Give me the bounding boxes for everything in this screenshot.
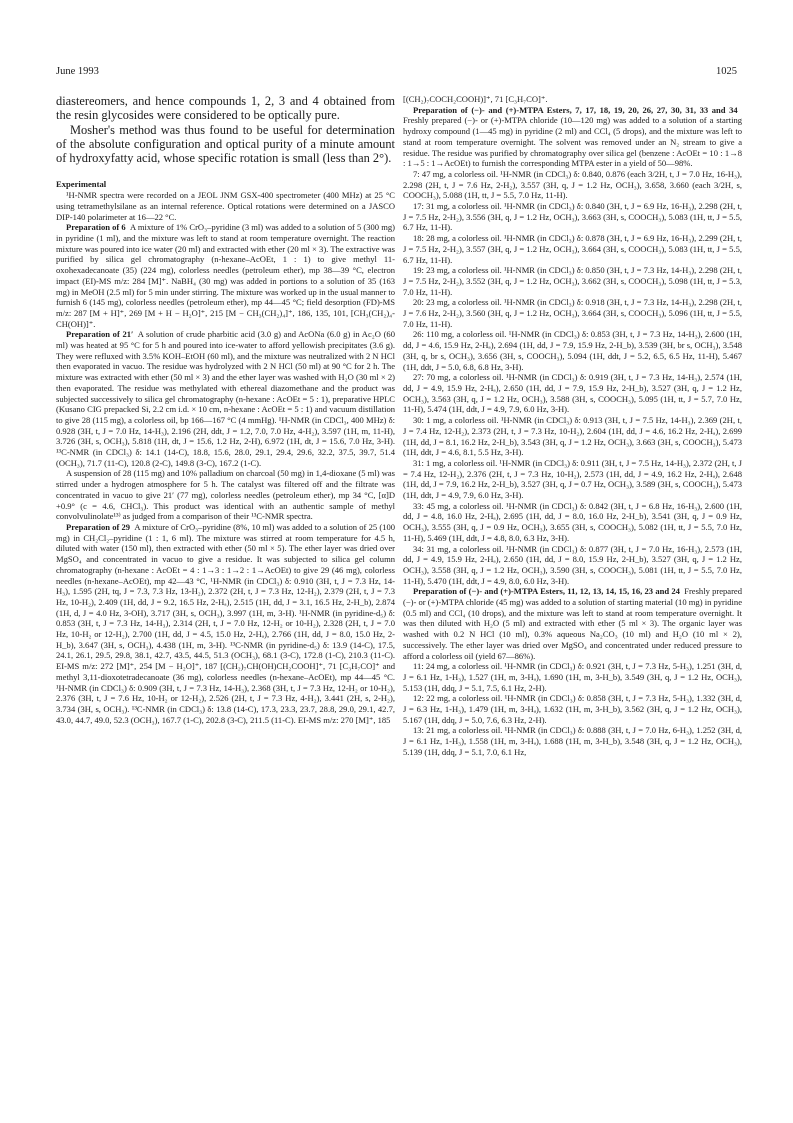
paragraph-text: 30: 1 mg, a colorless oil. ¹H-NMR (in CDCl₃) δ: 0.913 (3H, t, J = 7.5 Hz, 14-H₃), 2.369 (2H, t, J = 7.4 Hz, 12-H₂), 2.373 (2H, t, J = 7.3 Hz, 10-H₂), 2.604 (1H, dd, J = 4.6, 16.2 Hz, 2-Hₐ), 2.699 (1H, dd, J = 8.1, 16.2 Hz, 2-H_b), 3.543 (3H, q, J = 1.2 Hz, OCH₃), 3.663 (3H, s, COOCH₃), 5.473 (1H, ddt, J = 4.6, 8.1, 5.5 Hz, 3-H).	[403, 415, 742, 458]
paragraph	[56, 329, 395, 468]
paragraph-text: 7: 47 mg, a colorless oil. ¹H-NMR (in CDCl₃) δ: 0.840, 0.876 (each 3/2H, t, J = 7.0 Hz, 16-H₃), 2.298 (2H, t, J = 7.6 Hz, 2-H₂), 3.557 (3H, q, J = 1.2 Hz, OCH₃), 3.658, 3.660 (each 3/2H, s, COOCH₃), 5.088 (1H, tt, J = 5.5, 7.0 Hz, 11-H).	[403, 168, 742, 201]
section-heading: Experimental	[56, 179, 107, 190]
paragraph-text: 34: 31 mg, a colorless oil. ¹H-NMR (in CDCl₃) δ: 0.877 (3H, t, J = 7.0 Hz, 16-H₃), 2.573 (1H, dd, J = 4.9, 15.9 Hz, 2-Hₐ), 2.650 (1H, dd, J = 8.0, 15.9 Hz, 2-H_b), 3.527 (3H, q, J = 1.2 Hz, OCH₃), 3.558 (3H, q, J = 1.2 Hz, OCH₃), 3.590 (3H, s, COOCH₃), 5.081 (1H, tt, J = 5.5, 7.0 Hz, 11-H), 5.470 (1H, ddt, J = 4.9, 8.0, 6.0 Hz, 3-H).	[403, 543, 742, 586]
paragraph-text: 26: 110 mg, a colorless oil. ¹H-NMR (in CDCl₃) δ: 0.853 (3H, t, J = 7.3 Hz, 14-H₃), 2.600 (1H, dd, J = 4.6, 15.9 Hz, 2-Hₐ), 2.694 (1H, dd, J = 7.9, 15.9 Hz, 2-H_b), 3.539 (3H, br s, OCH₃), 3.548 (3H, q, br s, OCH₃), 3.656 (3H, s, COOCH₃), 5.094 (1H, ddt, J = 5.2, 6.5, 6.5 Hz, 11-H), 5.467 (1H, ddt, J = 5.0, 6.8, 6.8 Hz, 3-H).	[403, 329, 742, 372]
paragraph-text: Mosher's method was thus found to be useful for determination of the absolute configuration and optical purity of a minute amount of hydroxyfatty acid, whose specific rotation is small (less than 2°).	[56, 122, 395, 166]
paragraph-text: Freshly prepared (−)- or (+)-MTPA chloride (10—120 mg) was added to a solution of a starting hydroxy compound (1—45 mg) in pyridine (2 ml) and CCl₄ (5 drops), and the mixture was left to stand at room temperature overnight. The solvent was removed under an N₂ stream to give a residue. The residue was purified by chromatography over silica gel (benzene : AcOEt = 10 : 1→8 : 1→5 : 1→AcOEt) to furnish the corresponding MTPA ester in a yield of 50—98%.	[403, 115, 742, 169]
paragraph-lead: Preparation of 21′	[66, 329, 134, 340]
paragraph-lead: Preparation of 29	[66, 521, 131, 532]
paragraph-text: 13: 21 mg, a colorless oil. ¹H-NMR (in CDCl₃) δ: 0.888 (3H, t, J = 7.0 Hz, 6-H₃), 1.252 (3H, d, J = 6.1 Hz, 1-H₃), 1.558 (1H, m, 3-Hₐ), 1.688 (1H, m, 3-H_b), 3.548 (3H, q, J = 1.2 Hz, OCH₃), 5.139 (1H, ddq, J = 5.1, 7.0, 6.1 Hz,	[403, 725, 742, 757]
paragraph	[403, 265, 742, 297]
paragraph	[403, 372, 742, 415]
running-header-date: June 1993	[56, 66, 99, 77]
paragraph	[403, 544, 742, 587]
paragraph-lead: Preparation of (−)- and (+)-MTPA Esters, 11, 12, 13, 14, 15, 16, 23 and 24	[413, 586, 680, 597]
paragraph-text: diastereomers, and hence compounds 1, 2, 3 and 4 obtained from the resin glycosides were considered to be optically pure.	[56, 94, 395, 123]
paragraph	[56, 522, 395, 725]
paragraph-text: 33: 45 mg, a colorless oil. ¹H-NMR (in CDCl₃) δ: 0.842 (3H, t, J = 6.8 Hz, 16-H₃), 2.600 (1H, dd, J = 4.8, 16.0 Hz, 2-Hₐ), 2.695 (1H, dd, J = 8.0, 16.0 Hz, 2-H_b), 3.541 (3H, q, J = 0.9 Hz, OCH₃), 3.555 (3H, q, J = 0.9 Hz, OCH₃), 3.655 (3H, s, COOCH₃), 5.082 (1H, tt, J = 5.5, 7.0 Hz, 11-H), 5.469 (1H, ddt, J = 4.8, 8.0, 6.3 Hz, 3-H).	[403, 500, 742, 543]
paragraph-text: A mixture of 1% CrO₃–pyridine (3 ml) was added to a solution of 5 (300 mg) in pyridine (1 ml), and the mixture was left to stand at room temperature overnight. The reaction mixture was poured into ice water (20 ml) and extracted with ether (20 ml × 3). The extractive was purified by silica gel chromatography (n-hexane–AcOEt, 1 : 1) to give methyl 11-oxohexadecanoate (35) (224 mg), colorless needles (petroleum ether), mp 38—39 °C, electron impact (EI)-MS m/z: 284 [M]⁺. NaBH₄ (30 mg) was added in portions to a solution of 35 (163 mg) in MeOH (2.5 ml) for 5 min under stirring. The mixture was worked up in the usual manner to furnish 6 (145 mg), colorless needles (petroleum ether), mp 44—45 °C; field desorption (FD)-MS m/z: 287 [M + H]⁺, 269 [M + H − H₂O]⁺, 215 [M − CH₃(CH₂)₄]⁺, 186, 135, 101, [CH₃(CH₂)₄-CH(OH)]⁺.	[56, 222, 395, 329]
paragraph	[403, 458, 742, 501]
paragraph-lead: Preparation of (−)- and (+)-MTPA Esters, 7, 17, 18, 19, 20, 26, 27, 30, 31, 33 and 34	[413, 104, 738, 115]
paragraph-text: 27: 70 mg, a colorless oil. ¹H-NMR (in CDCl₃) δ: 0.919 (3H, t, J = 7.3 Hz, 14-H₃), 2.574 (1H, dd, J = 4.9, 15.9 Hz, 2-Hₐ), 2.650 (1H, dd, J = 7.9, 15.9 Hz, 2-H_b), 3.527 (3H, q, J = 1.2 Hz, OCH₃), 3.563 (3H, q, J = 1.2 Hz, OCH₃), 3.588 (3H, s, COOCH₃), 5.095 (1H, tt, J = 5.7, 7.0 Hz, 11-H), 5.474 (1H, ddt, J = 4.9, 7.9, 6.0 Hz, 3-H).	[403, 372, 742, 415]
paragraph	[403, 105, 742, 169]
paragraph-text: 19: 23 mg, a colorless oil. ¹H-NMR (in CDCl₃) δ: 0.850 (3H, t, J = 7.3 Hz, 14-H₃), 2.298 (2H, t, J = 7.5 Hz, 2-H₂), 3.552 (3H, q, J = 1.2 Hz, OCH₃), 3.662 (3H, s, COOCH₃), 5.098 (1H, tt, J = 5.3, 7.0 Hz, 11-H).	[403, 265, 742, 297]
paragraph	[403, 415, 742, 458]
paragraph	[403, 501, 742, 544]
paragraph-text: 12: 22 mg, a colorless oil. ¹H-NMR (in CDCl₃) δ: 0.858 (3H, t, J = 7.3 Hz, 5-H₃), 1.332 (3H, d, J = 6.3 Hz, 1-H₃), 1.479 (1H, m, 3-Hₐ), 1.632 (1H, m, 3-H_b), 3.562 (3H, q, J = 1.2 Hz, OCH₃), 5.167 (1H, ddq, J = 5.0, 7.6, 6.3 Hz, 2-H).	[403, 693, 742, 725]
left-column	[56, 94, 395, 725]
paragraph-text: Freshly prepared (−)- or (+)-MTPA chloride (45 mg) was added to a solution of starting material (10 mg) in pyridine (0.5 ml) and CCl₄ (10 drops), and the mixture was left to stand at room temperature overnight. It was then diluted with H₂O (5 ml) and extracted with ether (5 ml × 3). The organic layer was washed with 0.2 N HCl (10 ml), 0.3% aqueous Na₂CO₃ (10 ml) and H₂O (10 ml × 2), successively. The ether layer was dried over MgSO₄ and concentrated under reduced pressure to afford a colorless oil (yield 67—86%).	[403, 586, 743, 661]
paragraph-text: 11: 24 mg, a colorless oil. ¹H-NMR (in CDCl₃) δ: 0.921 (3H, t, J = 7.3 Hz, 5-H₃), 1.251 (3H, d, J = 6.1 Hz, 1-H₃), 1.527 (1H, m, 3-Hₐ), 1.690 (1H, m, 3-H_b), 3.549 (3H, q, J = 1.2 Hz, OCH₃), 5.153 (1H, ddq, J = 5.1, 7.5, 6.1 Hz, 2-H).	[403, 661, 742, 693]
paragraph	[56, 190, 395, 222]
paragraph-text: 18: 28 mg, a colorless oil. ¹H-NMR (in CDCl₃) δ: 0.878 (3H, t, J = 6.9 Hz, 16-H₃), 2.299 (2H, t, J = 7.5 Hz, 2-H₂), 3.557 (3H, q, J = 1.2 Hz, OCH₃), 3.664 (3H, s, COOCH₃), 5.083 (1H, tt, J = 5.5, 6.7 Hz, 11-H).	[403, 233, 742, 265]
paragraph-text: ¹H-NMR spectra were recorded on a JEOL JNM GSX-400 spectrometer (400 MHz) at 25 °C using tetramethylsilane as an internal reference. Optical rotations were determined on a JASCO DIP-140 polarimeter at 16—22 °C.	[56, 190, 395, 222]
paragraph	[403, 233, 742, 265]
paragraph-lead: Preparation of 6	[66, 222, 126, 233]
paragraph-text: A solution of crude pharbitic acid (3.0 g) and AcONa (6.0 g) in Ac₂O (60 ml) was heated at 95 °C for 5 h and poured into ice-water to afford yellowish precipitates (3.6 g). They were refluxed with 3.5% KOH–EtOH (60 ml), and the mixture was neutralized with 2 N HCl then evaporated in vacuo. The residue was hydrolyzed with 2 N HCl (50 ml) at 90 °C for 2 h. The mixture was extracted with ether (50 ml × 3) and the ether layer was washed with H₂O (30 ml × 2) then evaporated. The residue was methylated with ethereal diazomethane and the product was subjected successively to silica gel chromatography (n-hexane : AcOEt = 5 : 1), preparative HPLC (Kusano CIG prepacked Si, 2.2 cm i.d. × 10 cm, n-hexane : AcOEt = 5 : 1) and vacuum distillation to give 28 (115 mg), a colorless oil, bp 166—167 °C (4 mmHg). ¹H-NMR (in CDCl₃, 400 MHz) δ: 0.928 (3H, t, J = 7.0 Hz, 14-H₃), 2.196 (2H, ddt, J = 1.2, 7.0, 7.0 Hz, 4-H₂), 3.597 (1H, m, 11-H), 3.726 (3H, s, OCH₃), 5.818 (1H, dt, J = 15.6, 1.2 Hz, 2-H), 6.972 (1H, dt, J = 15.6, 7.0 Hz, 3-H). ¹³C-NMR (in CDCl₃) δ: 14.1 (14-C), 18.8, 15.6, 28.0, 29.1, 29.4, 29.6, 32.2, 37.5, 39.7, 51.4 (OCH₃), 71.7 (11-C), 120.8 (2-C), 149.8 (3-C), 167.2 (1-C).	[56, 329, 395, 468]
paragraph	[403, 586, 742, 661]
paragraph	[403, 725, 742, 757]
paragraph-text: A mixture of CrO₃–pyridine (8%, 10 ml) was added to a solution of 25 (100 mg) in CH₂Cl₂–pyridine (1 : 1, 6 ml). The mixture was stirred at room temperature for 4.5 h, diluted with water (150 ml), then extracted with ether (50 ml × 5). The ether layer was dried over MgSO₄ and concentrated in vacuo to give a residue. It was subjected to silica gel column chromatography (n-hexane : AcOEt = 4 : 1→3 : 1→2 : 1→AcOEt) to give 29 (46 mg), colorless needles (n-hexane–AcOEt), mp 42—43 °C, ¹H-NMR (in CDCl₃) δ: 0.910 (3H, t, J = 7.3 Hz, 14-H₃), 1.595 (2H, tq, J = 7.3, 7.3 Hz, 13-H₂), 2.372 (2H, t, J = 7.3 Hz, 12-H₂), 2.379 (2H, t, J = 7.3 Hz, 10-H₂), 2.409 (1H, dd, J = 9.2, 16.5 Hz, 2-Hₐ), 2.515 (1H, dd, J = 3.1, 16.5 Hz, 2-H_b), 2.874 (1H, d, J = 4.0 Hz, 3-OH), 3.717 (3H, s, OCH₃), 3.997 (1H, m, 3-H). ¹H-NMR (in pyridine-d₅) δ: 0.853 (3H, t, J = 7.3 Hz, 14-H₃), 2.314 (2H, t, J = 7.0 Hz, 12-H₂ or 10-H₂), 2.328 (2H, t, J = 7.0 Hz, 10-H₂ or 12-H₂), 2.700 (1H, dd, J = 4.5, 15.0 Hz, 2-Hₐ), 2.766 (1H, dd, J = 8.0, 15.0 Hz, 2-H_b), 3.647 (3H, s, OCH₃), 4.438 (1H, m, 3-H). ¹³C-NMR (in pyridine-d₅) δ: 13.9 (14-C), 17.5, 24.1, 26.1, 29.5, 29.8, 38.1, 42.7, 43.5, 44.5, 51.3 (OCH₃), 68.1 (3-C), 172.8 (1-C), 210.3 (11-C). EI-MS m/z: 272 [M]⁺, 254 [M − H₂O]⁺, 187 [(CH₂)₇CH(OH)CH₂COOH]⁺, 71 [C₃H₇CO]⁺ and methyl 3,11-dioxotetradecanoate (36 mg), colorless needles (n-hexane–AcOEt), mp 44—45 °C. ¹H-NMR (in CDCl₃) δ: 0.909 (3H, t, J = 7.3 Hz, 14-H₃), 2.368 (3H, t, J = 7.3 Hz, 12-H₂ or 10-H₂), 2.376 (3H, t, J = 7.6 Hz, 10-H₂ or 12-H₂), 2.526 (2H, t, J = 7.3 Hz, 4-H₂), 3.441 (2H, s, 2-H₂), 3.734 (3H, s, OCH₃). ¹³C-NMR (in CDCl₃) δ: 13.8 (14-C), 17.3, 23.3, 23.7, 28.8, 29.0, 29.1, 42.7, 43.0, 44.7, 49.0, 52.3 (OCH₃), 167.7 (1-C), 202.8 (3-C), 211.5 (11-C). EI-MS m/z: 270 [M]⁺, 185	[56, 521, 395, 725]
paragraph-text: A suspension of 28 (115 mg) and 10% palladium on charcoal (50 mg) in 1,4-dioxane (5 ml) was stirred under a hydrogen atmosphere for 5 h. The catalyst was filtered off and the filtrate was concentrated in vacuo to give 21′ (77 mg), colorless needles (petroleum ether), mp 34 °C, [α]D +0.9° (c = 4.6, CHCl₃). This product was identical with an authentic sample of methyl convolvulinolate¹³⁾ as judged from a comparison of their ¹³C-NMR spectra.	[56, 468, 395, 522]
page-number: 1025	[716, 66, 737, 77]
paragraph-text: 20: 23 mg, a colorless oil. ¹H-NMR (in CDCl₃) δ: 0.918 (3H, t, J = 7.3 Hz, 14-H₃), 2.298 (2H, t, J = 7.6 Hz, 2-H₂), 3.560 (3H, q, J = 1.2 Hz, OCH₃), 3.664 (3H, s, COOCH₃), 5.096 (1H, tt, J = 5.5, 7.0 Hz, 11-H).	[403, 297, 742, 329]
paragraph	[56, 468, 395, 522]
paragraph	[403, 169, 742, 201]
paragraph-text: [(CH₂)₇COCH₂COOH)]⁺, 71 [C₃H₇CO]⁺.	[403, 94, 548, 104]
paragraph	[403, 329, 742, 372]
paragraph	[403, 297, 742, 329]
right-column	[403, 94, 742, 758]
paragraph	[56, 94, 395, 123]
paragraph-text: 17: 31 mg, a colorless oil. ¹H-NMR (in CDCl₃) δ: 0.840 (3H, t, J = 6.9 Hz, 16-H₃), 2.298 (2H, t, J = 7.5 Hz, 2-H₂), 3.556 (3H, q, J = 1.2 Hz, OCH₃), 3.663 (3H, s, COOCH₃), 5.083 (1H, tt, J = 5.5, 6.7 Hz, 11-H).	[403, 201, 742, 233]
paragraph	[56, 222, 395, 329]
paragraph	[56, 123, 395, 166]
paragraph-text: 31: 1 mg, a colorless oil. ¹H-NMR (in CDCl₃) δ: 0.911 (3H, t, J = 7.5 Hz, 14-H₃), 2.372 (2H, t, J = 7.4 Hz, 12-H₂), 2.376 (2H, t, J = 7.3 Hz, 10-H₂), 2.573 (1H, dd, J = 4.9, 16.2 Hz, 2-Hₐ), 2.648 (1H, dd, J = 7.9, 16.2 Hz, 2-H_b), 3.527 (3H, q, J = 0.7 Hz, OCH₃), 3.589 (3H, s, COOCH₃), 5.473 (1H, ddt, J = 4.9, 7.9, 6.0 Hz, 3-H).	[403, 457, 742, 501]
paragraph	[403, 693, 742, 725]
paragraph	[403, 661, 742, 693]
paragraph	[403, 94, 742, 105]
paragraph	[403, 201, 742, 233]
